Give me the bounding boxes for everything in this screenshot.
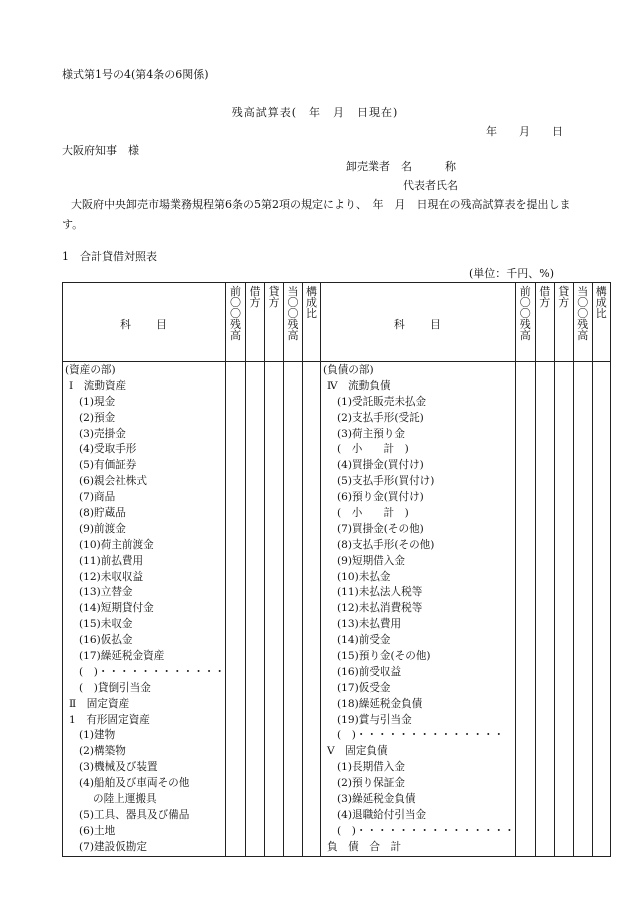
- asset-item: (6)土地: [79, 824, 116, 837]
- liabilities-prev-balance-cell[interactable]: [515, 362, 535, 857]
- balance-sheet-table: [62, 282, 611, 857]
- header-item-right: 科 目: [320, 283, 515, 362]
- asset-item: (9)前渡金: [79, 522, 126, 535]
- header-credit-left: 貸 方: [264, 283, 283, 362]
- asset-item: (11)前払費用: [79, 554, 144, 567]
- liability-item: (17)仮受金: [336, 681, 391, 694]
- liability-item: (3)荷主預り金: [336, 427, 405, 440]
- asset-item: (16)仮払金: [79, 634, 133, 647]
- assets-ratio-cell[interactable]: [302, 362, 320, 857]
- liability-item: (5)支払手形(買付け): [336, 475, 435, 488]
- liability-item: (12)未払消費税等: [336, 602, 423, 615]
- liability-item: (11)未払法人税等: [336, 586, 423, 599]
- asset-item: (7)建設仮勘定: [79, 840, 147, 853]
- header-debit-right: 借 方: [535, 283, 554, 362]
- asset-item: の陸上運搬具: [93, 793, 157, 806]
- body-row: [63, 362, 611, 857]
- liability-item: (2)支払手形(受託): [336, 411, 424, 424]
- intro-paragraph: 大阪府中央卸売市場業務規程第6条の5第2項の規定により、 年 月 日現在の残高試算表を提出します。: [62, 198, 571, 231]
- assets-prev-balance-cell[interactable]: [225, 362, 245, 857]
- asset-item: (5)工具、器具及び備品: [79, 808, 190, 821]
- asset-item: (14)短期貸付金: [79, 602, 154, 615]
- header-item-left: 科 目: [63, 283, 226, 362]
- header-current-balance-left: 当 〇 〇 残 高: [283, 283, 302, 362]
- asset-item: (6)親会社株式: [79, 475, 147, 488]
- sender-name-label: 卸売業者 名 称: [346, 160, 456, 173]
- header-current-balance-right: 当 〇 〇 残 高: [573, 283, 592, 362]
- liability-item: (1)受託販売未払金: [336, 395, 427, 408]
- asset-item: (5)有価証券: [79, 459, 137, 472]
- liability-item: ( 小 計 ): [336, 443, 409, 456]
- asset-item: (4)受取手形: [79, 443, 137, 456]
- submission-date: 年 月 日: [486, 125, 563, 138]
- liability-item-list: [321, 362, 515, 856]
- asset-item: Ⅰ 流動資産: [69, 379, 127, 392]
- asset-item: (3)売掛金: [79, 427, 126, 440]
- addressee: 大阪府知事 様: [62, 144, 139, 157]
- liability-item: (2)預り保証金: [336, 777, 405, 790]
- liability-item: (10)未払金: [336, 570, 391, 583]
- header-debit-left: 借 方: [245, 283, 264, 362]
- liabilities-current-balance-cell[interactable]: [573, 362, 592, 857]
- header-prev-balance-right: 前 〇 〇 残 高: [515, 283, 535, 362]
- asset-item: ( )貸倒引当金: [79, 681, 151, 694]
- liabilities-credit-cell[interactable]: [554, 362, 573, 857]
- header-ratio-right: 構 成 比: [592, 283, 610, 362]
- assets-credit-cell[interactable]: [264, 362, 283, 857]
- asset-item: (17)繰延税金資産: [79, 650, 165, 663]
- liability-item: Ⅴ 固定負債: [326, 745, 388, 758]
- asset-item: (12)未収収益: [79, 570, 144, 583]
- liability-item: (8)支払手形(その他): [336, 538, 435, 551]
- assets-debit-cell[interactable]: [245, 362, 264, 857]
- form-number: 様式第1号の4(第4条の6関係): [62, 68, 209, 81]
- document-title: 残高試算表( 年 月 日現在): [231, 106, 399, 119]
- representative-label: 代表者氏名: [403, 179, 458, 192]
- liability-item: (19)賞与引当金: [336, 713, 412, 726]
- asset-item: (10)荷主前渡金: [79, 538, 154, 551]
- asset-item-list: [63, 362, 225, 856]
- asset-item: (1)現金: [79, 395, 116, 408]
- section-title: 1 合計貸借対照表: [62, 250, 157, 263]
- header-row: [63, 283, 611, 362]
- liability-item: (4)退職給付引当金: [336, 808, 427, 821]
- liability-item: ( )・・・・・・・・・・・・・・: [336, 729, 505, 742]
- asset-item: (1)建物: [79, 729, 116, 742]
- liability-item: ( )・・・・・・・・・・・・・・・: [336, 824, 515, 837]
- asset-item: (3)機械及び装置: [79, 761, 158, 774]
- asset-item: (2)預金: [79, 411, 116, 424]
- asset-item: (13)立替金: [79, 586, 133, 599]
- liability-item: (3)繰延税金負債: [336, 793, 416, 806]
- liability-item: (18)繰延税金負債: [336, 697, 423, 710]
- liability-item: ( 小 計 ): [336, 507, 409, 520]
- asset-item: (2)構築物: [79, 745, 126, 758]
- asset-item: ( )・・・・・・・・・・・・: [79, 665, 225, 678]
- unit-label: (単位：千円、%): [469, 267, 555, 280]
- asset-item: (15)未収金: [79, 618, 133, 631]
- assets-items-cell: [63, 362, 226, 857]
- liability-item: (15)預り金(その他): [336, 650, 431, 663]
- asset-item: (7)商品: [79, 491, 116, 504]
- asset-item: (資産の部): [65, 364, 116, 376]
- assets-current-balance-cell[interactable]: [283, 362, 302, 857]
- liability-item: 負 債 合 計: [326, 840, 402, 853]
- liability-item: (6)預り金(買付け): [336, 491, 424, 504]
- header-ratio-left: 構 成 比: [302, 283, 320, 362]
- asset-item: 1 有形固定資産: [69, 713, 150, 726]
- liabilities-items-cell: [320, 362, 515, 857]
- liability-item: (9)短期借入金: [336, 554, 405, 567]
- liability-item: (14)前受金: [336, 634, 391, 647]
- liability-item: (1)長期借入金: [336, 761, 405, 774]
- liability-item: (4)買掛金(買付け): [336, 459, 424, 472]
- liabilities-ratio-cell[interactable]: [592, 362, 610, 857]
- liability-item: (13)未払費用: [336, 618, 402, 631]
- header-prev-balance-left: 前 〇 〇 残 高: [225, 283, 245, 362]
- asset-item: (8)貯蔵品: [79, 507, 126, 520]
- liability-item: Ⅳ 流動負債: [326, 379, 391, 392]
- asset-item: (4)船舶及び車両その他: [79, 777, 190, 790]
- liability-item: (16)前受収益: [336, 665, 402, 678]
- liabilities-debit-cell[interactable]: [535, 362, 554, 857]
- liability-item: (負債の部): [322, 364, 374, 376]
- header-credit-right: 貸 方: [554, 283, 573, 362]
- asset-item: Ⅱ 固定資産: [69, 697, 130, 710]
- liability-item: (7)買掛金(その他): [336, 522, 424, 535]
